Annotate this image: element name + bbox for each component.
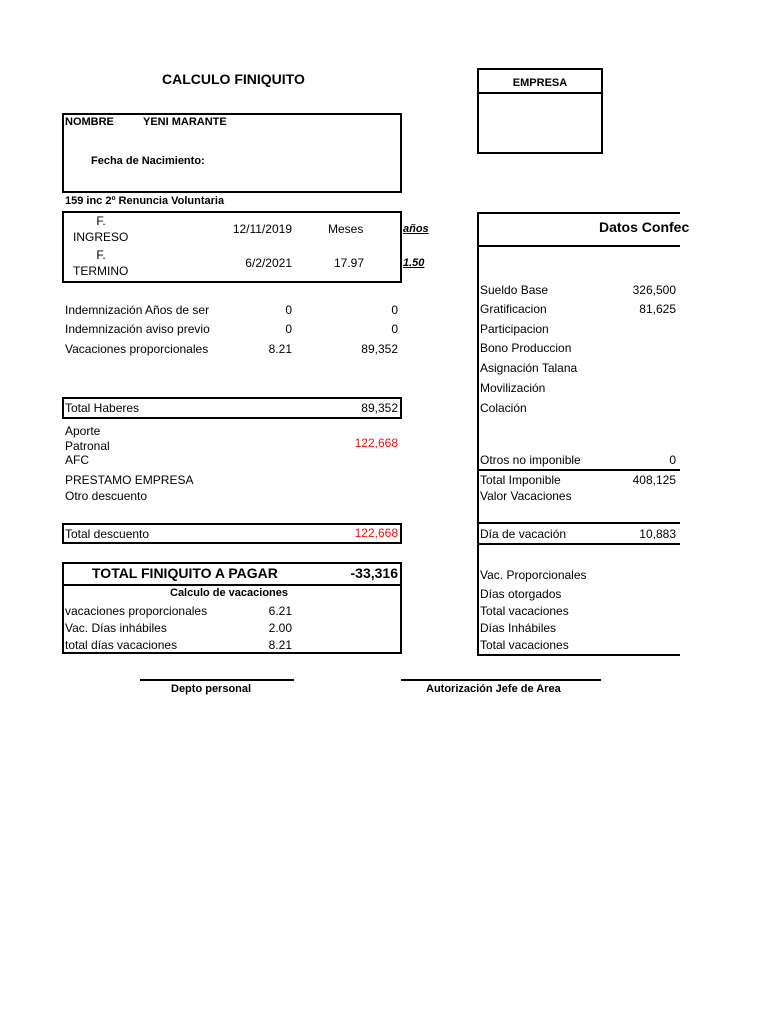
haber-amount-2: 89,352 [361, 342, 398, 356]
firma-line-2 [401, 679, 601, 681]
calc-vac-value-0: 6.21 [268, 604, 292, 618]
termino-label-1: F. [96, 248, 106, 262]
total-imponible-divider [477, 469, 680, 471]
datos-label-3: Bono Produccion [480, 341, 572, 355]
empresa-divider [477, 92, 603, 94]
firma-line-1 [140, 679, 294, 681]
total-imponible-value: 408,125 [632, 473, 676, 487]
nombre-label: NOMBRE [65, 116, 114, 128]
total-descuento-label: Total descuento [65, 527, 150, 541]
dia-vacacion-top [477, 522, 680, 524]
firma-depto-personal: Depto personal [171, 683, 252, 695]
termino-label-2: TERMINO [73, 264, 129, 278]
haber-label-0: Indemnización Años de ser [65, 303, 210, 317]
prestamo-label: PRESTAMO EMPRESA [65, 473, 194, 487]
firma-autorizacion: Autorización Jefe de Area [426, 683, 561, 695]
total-finiquito-label: TOTAL FINIQUITO A PAGAR [92, 565, 278, 581]
right-vac-row-0: Vac. Proporcionales [480, 568, 587, 582]
dia-vacacion-value: 10,883 [639, 527, 676, 541]
calculo-vacaciones-title: Calculo de vacaciones [170, 587, 288, 599]
datos-value-0: 326,500 [632, 283, 676, 297]
calc-vac-label-2: total días vacaciones [65, 638, 178, 652]
datos-top-border [477, 212, 680, 214]
total-imponible-label: Total Imponible [480, 473, 561, 487]
datos-label-4: Asignación Talana [480, 361, 578, 375]
valor-vacaciones-label: Valor Vacaciones [480, 489, 572, 503]
anos-label: años [403, 223, 429, 235]
datos-label-1: Gratificacion [480, 302, 547, 316]
ingreso-label-1: F. [96, 214, 106, 228]
meses-value: 17.97 [333, 256, 364, 270]
page-title: CALCULO FINIQUITO [162, 71, 305, 87]
haber-label-2: Vacaciones proporcionales [65, 342, 209, 356]
nombre-value: YENI MARANTE [143, 116, 227, 128]
termino-date: 6/2/2021 [245, 256, 292, 270]
right-vac-row-4: Total vacaciones [480, 638, 569, 652]
haber-amount-1: 0 [391, 322, 398, 336]
calc-vac-value-2: 8.21 [268, 638, 292, 652]
calc-vac-value-1: 2.00 [268, 621, 292, 635]
ingreso-date: 12/11/2019 [232, 222, 292, 236]
datos-label-0: Sueldo Base [480, 283, 549, 297]
ingreso-label-2: INGRESO [73, 230, 129, 244]
haber-qty-1: 0 [285, 322, 292, 336]
causal-label: 159 inc 2º Renuncia Voluntaria [65, 195, 225, 207]
haber-label-1: Indemnización aviso previo [65, 322, 210, 336]
haber-qty-2: 8.21 [268, 342, 292, 356]
total-descuento-value: 122,668 [354, 526, 398, 540]
right-vac-row-3: Días Inhábiles [480, 621, 557, 635]
right-vac-row-1: Días otorgados [480, 587, 562, 601]
anos-value: 1.50 [403, 257, 425, 269]
datos-label-5: Movilización [480, 381, 546, 395]
total-descuento-divider [400, 523, 401, 544]
datos-value-1: 81,625 [639, 302, 676, 316]
datos-label-2: Participacion [480, 322, 549, 336]
haber-qty-0: 0 [285, 303, 292, 317]
calc-vac-label-0: vacaciones proporcionales [65, 604, 208, 618]
meses-label: Meses [328, 222, 364, 236]
otros-no-imponible-label: Otros no imponible [480, 453, 581, 467]
aporte-value: 122,668 [354, 436, 398, 450]
dia-vacacion-bottom [477, 543, 680, 545]
aporte-label-2: Patronal [65, 439, 110, 453]
right-vac-row-2: Total vacaciones [480, 604, 569, 618]
total-haberes-label: Total Haberes [65, 401, 140, 415]
datos-header-divider [477, 245, 680, 247]
otros-no-imponible-value: 0 [669, 453, 676, 467]
datos-label-6: Colación [480, 401, 527, 415]
total-finiquito-value: -33,316 [350, 565, 398, 581]
datos-left-border [477, 212, 479, 656]
empresa-label: EMPRESA [512, 77, 568, 89]
aporte-label-1: Aporte [65, 424, 101, 438]
aporte-label-3: AFC [65, 453, 89, 467]
calc-vac-label-1: Vac. Días inhábiles [65, 621, 167, 635]
dia-vacacion-label: Día de vacación [480, 527, 567, 541]
datos-bottom-border [477, 654, 680, 656]
otro-descuento-label: Otro descuento [65, 489, 148, 503]
total-haberes-value: 89,352 [361, 401, 398, 415]
datos-header: Datos Confec [599, 219, 690, 235]
fecha-nacimiento-label: Fecha de Nacimiento: [91, 155, 205, 167]
haber-amount-0: 0 [391, 303, 398, 317]
